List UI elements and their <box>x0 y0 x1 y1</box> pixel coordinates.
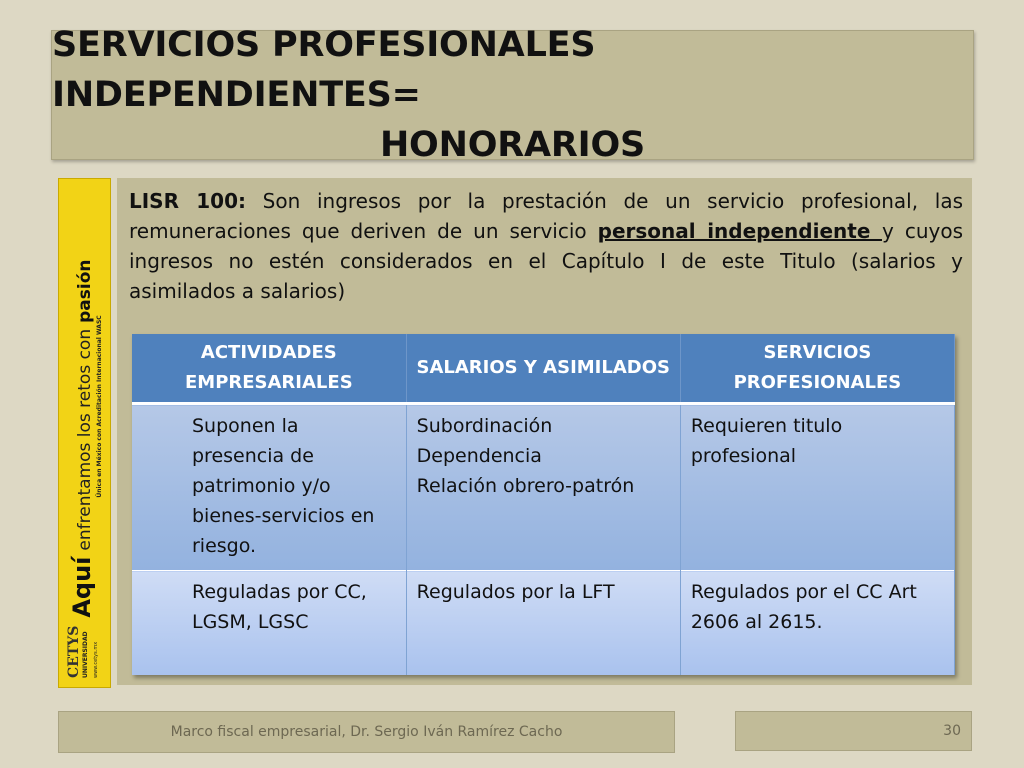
table-row <box>132 571 955 675</box>
comparison-table <box>132 334 955 675</box>
table-cell: Regulados por el CC Art 2606 al 2615. <box>680 571 954 675</box>
slide-title-line-1: SERVICIOS PROFESIONALES INDEPENDIENTES= <box>52 25 596 115</box>
paragraph-part-2: y cuyos ingresos no estén considerados en el Capítulo I de este Titulo (salarios y asimilados a salarios) <box>129 219 963 303</box>
cetys-logo <box>65 625 101 678</box>
footer-text-box <box>58 711 675 753</box>
logo-url: www.cetys.mx <box>92 641 98 678</box>
header-actividades: ACTIVIDADES EMPRESARIALES <box>132 334 406 404</box>
table-cell: Regulados por la LFT <box>406 571 680 675</box>
slogan-end: pasión <box>74 259 94 323</box>
table-header-row <box>132 334 955 404</box>
footer-text: Marco fiscal empresarial, Dr. Sergio Iván Ramírez Cacho <box>170 724 563 740</box>
header-servicios: SERVICIOS PROFESIONALES <box>680 334 954 404</box>
table-cell: Reguladas por CC, LGSM, LGSC <box>132 571 406 675</box>
content-box <box>117 178 972 685</box>
logo-sub: UNIVERSIDAD <box>81 631 88 678</box>
header-salarios: SALARIOS Y ASIMILADOS <box>406 334 680 404</box>
table-cell: Suponen la presencia de patrimonio y/o bienes-servicios en riesgo. <box>132 404 406 571</box>
table-cell: Requieren titulo profesional <box>680 404 954 571</box>
page-number-box <box>735 711 972 751</box>
slogan-text: enfrentamos los retos con <box>74 328 94 551</box>
paragraph-part-1: Son ingresos por la prestación de un servicio profesional, las remuneraciones que deriven de un servicio <box>129 189 963 243</box>
title-box <box>51 25 974 165</box>
paragraph-lead: LISR 100: <box>129 189 247 213</box>
table-cell: Subordinación Dependencia Relación obrero-patrón <box>406 404 680 571</box>
page-number: 30 <box>943 723 961 739</box>
table-row <box>132 404 955 571</box>
accreditation-text: Única en México con Acreditación Internacional WASC <box>95 315 102 498</box>
slide-title-line-2: HONORARIOS <box>379 125 646 165</box>
slogan-bold: Aquí <box>67 556 95 618</box>
lisr-paragraph <box>129 186 963 306</box>
cetys-banner <box>58 178 111 688</box>
logo-text: CETYS <box>65 625 81 678</box>
paragraph-underlined: personal independiente <box>597 219 882 243</box>
